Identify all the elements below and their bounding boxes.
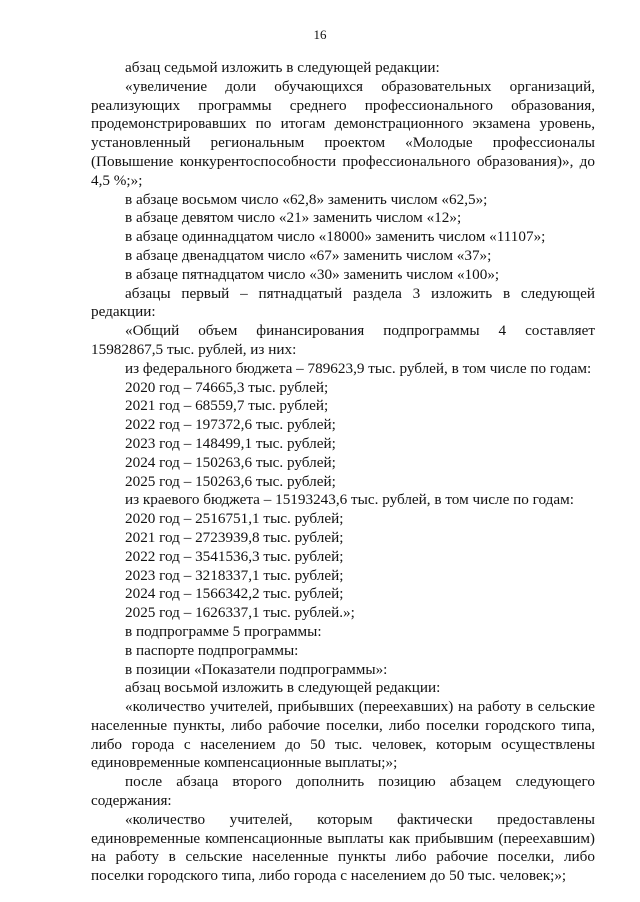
budget-year-line: 2024 год – 150263,6 тыс. рублей; — [125, 453, 336, 471]
paragraph: из краевого бюджета – 15193243,6 тыс. рублей, в том числе по годам: — [125, 491, 574, 509]
budget-year-line: 2023 год – 3218337,1 тыс. рублей; — [125, 566, 344, 584]
budget-year-line: 2024 год – 1566342,2 тыс. рублей; — [125, 585, 344, 603]
budget-year-line: 2025 год – 150263,6 тыс. рублей; — [125, 472, 336, 490]
paragraph: «количество учителей, которым фактически предоставлены единовременные компенсационные выплаты как прибывшим (переехавшим) на работу в сельские населенные пункты либо рабочие поселки, либо поселки городского типа, либо города с населением до 50 тыс. человек;»; — [91, 810, 595, 885]
paragraph: в абзаце восьмом число «62,8» заменить числом «62,5»; — [125, 190, 488, 208]
paragraph: абзац седьмой изложить в следующей редакции: — [125, 59, 440, 76]
document-body — [91, 59, 595, 886]
budget-year-line: 2021 год – 68559,7 тыс. рублей; — [125, 397, 329, 415]
budget-year-line: 2021 год – 2723939,8 тыс. рублей; — [125, 528, 344, 546]
paragraph: «количество учителей, прибывших (переехавших) на работу в сельские населенные пункты, либо рабочие поселки, либо поселки городского типа, либо города с населением до 50 тыс. человек, которым осуществлены единовременные компенсационные выплаты;»; — [91, 698, 595, 772]
budget-year-line: 2025 год – 1626337,1 тыс. рублей.»; — [125, 604, 355, 622]
paragraph: в абзаце двенадцатом число «67» заменить числом «37»; — [125, 246, 492, 264]
budget-year-line: 2022 год – 3541536,3 тыс. рублей; — [125, 547, 344, 565]
paragraph: в позиции «Показатели подпрограммы»: — [125, 660, 388, 678]
paragraph: «увеличение доли обучающихся образовательных организаций, реализующих программы среднего профессионального образования, продемонстрировавших по итогам демонстрационного экзамена уровень, установленный региональным проектом «Молодые профессионалы (Повышение конкурентоспособности профессионального образования)», до 4,5 %;»; — [91, 77, 595, 189]
budget-year-line: 2022 год – 197372,6 тыс. рублей; — [125, 416, 336, 434]
budget-year-line: 2023 год – 148499,1 тыс. рублей; — [125, 434, 336, 452]
paragraph: в абзаце одиннадцатом число «18000» заменить числом «11107»; — [125, 228, 546, 246]
budget-year-line: 2020 год – 74665,3 тыс. рублей; — [125, 378, 329, 396]
paragraph: из федерального бюджета – 789623,9 тыс. рублей, в том числе по годам: — [125, 359, 592, 377]
budget-year-line: 2020 год – 2516751,1 тыс. рублей; — [125, 510, 344, 528]
paragraph: абзацы первый – пятнадцатый раздела 3 изложить в следующей редакции: — [91, 284, 595, 321]
paragraph: абзац восьмой изложить в следующей редакции: — [125, 679, 441, 697]
page-number: 16 — [313, 27, 327, 42]
paragraph: в абзаце пятнадцатом число «30» заменить числом «100»; — [125, 265, 500, 283]
paragraph: в абзаце девятом число «21» заменить числом «12»; — [125, 209, 462, 227]
paragraph: «Общий объем финансирования подпрограммы 4 составляет 15982867,5 тыс. рублей, из них: — [91, 322, 595, 358]
paragraph: в паспорте подпрограммы: — [125, 641, 299, 659]
paragraph: в подпрограмме 5 программы: — [125, 622, 322, 640]
paragraph: после абзаца второго дополнить позицию абзацем следующего содержания: — [91, 773, 595, 810]
